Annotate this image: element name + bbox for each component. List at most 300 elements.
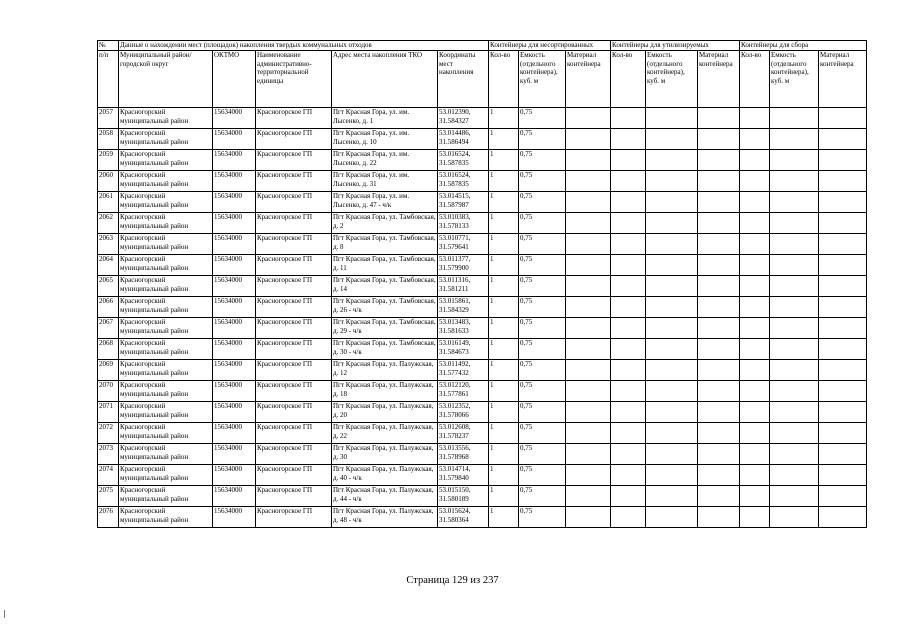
unsorted-count-cell: 1 [489,255,519,276]
district-cell: Красногорский муниципальный район [119,360,213,381]
utilized-count-cell [611,507,646,528]
table-row [98,171,867,192]
unsorted-count-cell: 1 [489,486,519,507]
utilized-capacity-cell [646,486,698,507]
unsorted-count-header: Кол-во [489,51,519,108]
coords-cell: 53.012608, 31.578237 [438,423,489,444]
collection-count-cell [740,339,770,360]
district-cell: Красногорский муниципальный район [119,108,213,129]
district-cell: Красногорский муниципальный район [119,129,213,150]
table-row [98,276,867,297]
collection-capacity-cell [770,360,819,381]
row-number: 2073 [98,444,119,465]
collection-capacity-cell [770,108,819,129]
utilized-capacity-cell [646,381,698,402]
oktmo-cell: 15634000 [213,171,256,192]
district-cell: Красногорский муниципальный район [119,507,213,528]
unsorted-count-cell: 1 [489,234,519,255]
utilized-count-cell [611,465,646,486]
unsorted-count-cell: 1 [489,150,519,171]
coords-cell: 53.015624, 31.580364 [438,507,489,528]
coords-cell: 53.014515, 31.587987 [438,192,489,213]
row-number: 2069 [98,360,119,381]
utilized-count-cell [611,402,646,423]
row-number: 2058 [98,129,119,150]
coords-cell: 53.016524, 31.587835 [438,171,489,192]
np-header: п/п [98,51,119,108]
district-cell: Красногорский муниципальный район [119,213,213,234]
collection-capacity-cell [770,297,819,318]
table-row [98,234,867,255]
territory-cell: Красногорское ГП [256,381,332,402]
address-cell: Пгт Красная Гора, ул. Тамбовская, д. 14 [332,276,438,297]
address-cell: Пгт Красная Гора, ул. им. Лысенко, д. 1 [332,108,438,129]
oktmo-cell: 15634000 [213,255,256,276]
collection-material-cell [819,318,867,339]
utilized-capacity-cell [646,318,698,339]
unsorted-capacity-cell: 0,75 [519,318,566,339]
oktmo-cell: 15634000 [213,276,256,297]
coords-cell: 53.014714, 31.579840 [438,465,489,486]
utilized-capacity-cell [646,423,698,444]
collection-material-cell [819,192,867,213]
utilized-capacity-cell [646,297,698,318]
collection-count-cell [740,297,770,318]
coords-cell: 53.016524, 31.587835 [438,150,489,171]
district-cell: Красногорский муниципальный район [119,381,213,402]
row-number: 2075 [98,486,119,507]
collection-material-cell [819,297,867,318]
collection-count-cell [740,465,770,486]
row-number: 2074 [98,465,119,486]
unsorted-capacity-cell: 0,75 [519,213,566,234]
address-cell: Пгт Красная Гора, ул. Тамбовская, д. 30 - ч/к [332,339,438,360]
page-number: Страница 129 из 237 [406,575,499,586]
table-row [98,255,867,276]
utilized-count-cell [611,318,646,339]
oktmo-cell: 15634000 [213,150,256,171]
table-row [98,507,867,528]
utilized-material-cell [698,486,740,507]
coords-cell: 53.011492, 31.577432 [438,360,489,381]
utilized-count-cell [611,171,646,192]
utilized-capacity-cell [646,402,698,423]
coords-cell: 53.011377, 31.579900 [438,255,489,276]
oktmo-cell: 15634000 [213,360,256,381]
unsorted-count-cell: 1 [489,465,519,486]
row-number: 2063 [98,234,119,255]
collection-material-cell [819,255,867,276]
oktmo-cell: 15634000 [213,339,256,360]
coords-cell: 53.015150, 31.580189 [438,486,489,507]
row-number: 2059 [98,150,119,171]
district-cell: Красногорский муниципальный район [119,150,213,171]
address-cell: Пгт Красная Гора, ул. Тамбовская, д. 26 - ч/к [332,297,438,318]
utilized-material-cell [698,129,740,150]
unsorted-material-cell [566,234,611,255]
utilized-material-cell [698,507,740,528]
oktmo-cell: 15634000 [213,465,256,486]
utilized-count-cell [611,192,646,213]
collection-capacity-cell [770,213,819,234]
row-number: 2067 [98,318,119,339]
address-cell: Пгт Красная Гора, ул. Палужская, д. 40 - ч/к [332,465,438,486]
collection-capacity-cell [770,423,819,444]
territory-cell: Красногорское ГП [256,465,332,486]
oktmo-header: ОКТМО [213,51,256,108]
territory-cell: Красногорское ГП [256,360,332,381]
coords-cell: 53.014486, 31.586494 [438,129,489,150]
utilized-capacity-cell [646,276,698,297]
scan-mark [4,610,5,618]
collection-capacity-cell [770,192,819,213]
row-number: 2066 [98,297,119,318]
address-cell: Пгт Красная Гора, ул. им. Лысенко, д. 22 [332,150,438,171]
utilized-capacity-cell [646,129,698,150]
address-cell: Пгт Красная Гора, ул. Палужская, д. 22 [332,423,438,444]
table-row [98,486,867,507]
coords-header: Координаты мест накопления [438,51,489,108]
territory-cell: Красногорское ГП [256,402,332,423]
collection-material-cell [819,486,867,507]
collection-material-cell [819,360,867,381]
table-row [98,339,867,360]
collection-material-cell [819,402,867,423]
unsorted-capacity-cell: 0,75 [519,150,566,171]
oktmo-cell: 15634000 [213,213,256,234]
row-number: 2060 [98,171,119,192]
utilized-material-cell [698,297,740,318]
address-cell: Пгт Красная Гора, ул. им. Лысенко, д. 31 [332,171,438,192]
table-row [98,360,867,381]
utilized-material-cell [698,381,740,402]
collection-material-cell [819,150,867,171]
table-row [98,150,867,171]
unsorted-count-cell: 1 [489,108,519,129]
unsorted-count-cell: 1 [489,360,519,381]
utilized-capacity-cell [646,339,698,360]
coords-cell: 53.016149, 31.584673 [438,339,489,360]
district-cell: Красногорский муниципальный район [119,423,213,444]
utilized-material-cell [698,108,740,129]
unsorted-count-cell: 1 [489,192,519,213]
address-cell: Пгт Красная Гора, ул. им. Лысенко, д. 10 [332,129,438,150]
utilized-material-cell [698,318,740,339]
collection-capacity-cell [770,339,819,360]
address-header: Адрес места накопления ТКО [332,51,438,108]
coords-cell: 53.013556, 31.578968 [438,444,489,465]
unsorted-material-cell [566,150,611,171]
unsorted-material-cell [566,171,611,192]
utilized-material-header: Материал контейнера [698,51,740,108]
coords-cell: 53.010383, 31.578133 [438,213,489,234]
table-row [98,444,867,465]
row-number: 2062 [98,213,119,234]
utilized-count-cell [611,444,646,465]
unsorted-capacity-cell: 0,75 [519,192,566,213]
row-number: 2072 [98,423,119,444]
row-number: 2071 [98,402,119,423]
oktmo-cell: 15634000 [213,381,256,402]
coords-cell: 53.012120, 31.577861 [438,381,489,402]
territory-cell: Красногорское ГП [256,108,332,129]
oktmo-cell: 15634000 [213,486,256,507]
utilized-capacity-cell [646,255,698,276]
utilized-material-cell [698,276,740,297]
collection-material-cell [819,423,867,444]
unsorted-material-cell [566,192,611,213]
utilized-count-header: Кол-во [611,51,646,108]
utilized-material-cell [698,171,740,192]
table-row [98,381,867,402]
unsorted-capacity-cell: 0,75 [519,465,566,486]
address-cell: Пгт Красная Гора, ул. Палужская, д. 44 - ч/к [332,486,438,507]
utilized-material-cell [698,339,740,360]
table-row [98,192,867,213]
collection-material-cell [819,171,867,192]
utilized-count-cell [611,339,646,360]
oktmo-cell: 15634000 [213,297,256,318]
collection-material-header: Материал контейнера [819,51,867,108]
collection-capacity-cell [770,486,819,507]
unsorted-capacity-cell: 0,75 [519,339,566,360]
table-row [98,318,867,339]
district-cell: Красногорский муниципальный район [119,276,213,297]
collection-count-cell [740,402,770,423]
collection-capacity-cell [770,402,819,423]
territory-cell: Красногорское ГП [256,171,332,192]
unsorted-material-cell [566,213,611,234]
collection-material-cell [819,465,867,486]
unsorted-capacity-cell: 0,75 [519,402,566,423]
address-cell: Пгт Красная Гора, ул. Палужская, д. 30 [332,444,438,465]
address-cell: Пгт Красная Гора, ул. им. Лысенко, д. 47 - ч/к [332,192,438,213]
utilized-count-cell [611,423,646,444]
oktmo-cell: 15634000 [213,423,256,444]
collection-capacity-cell [770,234,819,255]
district-cell: Красногорский муниципальный район [119,318,213,339]
district-cell: Красногорский муниципальный район [119,297,213,318]
unsorted-count-cell: 1 [489,339,519,360]
utilized-count-cell [611,129,646,150]
utilized-count-cell [611,486,646,507]
row-number: 2065 [98,276,119,297]
collection-material-cell [819,381,867,402]
unsorted-capacity-cell: 0,75 [519,108,566,129]
utilized-material-cell [698,234,740,255]
unsorted-material-header: Материал контейнера [566,51,611,108]
utilized-material-cell [698,402,740,423]
coords-cell: 53.012390, 31.584327 [438,108,489,129]
territory-cell: Красногорское ГП [256,339,332,360]
collection-count-cell [740,129,770,150]
collection-count-cell [740,255,770,276]
unsorted-capacity-cell: 0,75 [519,381,566,402]
territory-cell: Красногорское ГП [256,234,332,255]
territory-cell: Красногорское ГП [256,318,332,339]
collection-material-cell [819,507,867,528]
unsorted-material-cell [566,255,611,276]
address-cell: Пгт Красная Гора, ул. Тамбовская, д. 2 [332,213,438,234]
unsorted-capacity-cell: 0,75 [519,255,566,276]
collection-capacity-cell [770,318,819,339]
unsorted-capacity-cell: 0,75 [519,360,566,381]
collection-count-cell [740,444,770,465]
unsorted-count-cell: 1 [489,444,519,465]
unsorted-count-cell: 1 [489,129,519,150]
utilized-material-cell [698,150,740,171]
unsorted-material-cell [566,423,611,444]
collection-capacity-cell [770,129,819,150]
row-number: 2068 [98,339,119,360]
utilized-capacity-cell [646,234,698,255]
table-row [98,108,867,129]
unsorted-material-cell [566,465,611,486]
utilized-capacity-cell [646,108,698,129]
territory-cell: Красногорское ГП [256,192,332,213]
utilized-capacity-cell [646,213,698,234]
district-cell: Красногорский муниципальный район [119,171,213,192]
unsorted-material-cell [566,444,611,465]
district-cell: Красногорский муниципальный район [119,192,213,213]
address-cell: Пгт Красная Гора, ул. Палужская, д. 12 [332,360,438,381]
collection-count-header: Кол-во [740,51,770,108]
collection-capacity-cell [770,171,819,192]
coords-cell: 53.015861, 31.584329 [438,297,489,318]
collection-count-cell [740,318,770,339]
unsorted-count-cell: 1 [489,213,519,234]
utilized-group-header: Контейнеры для утилизируемых [611,41,740,51]
unsorted-capacity-cell: 0,75 [519,276,566,297]
oktmo-cell: 15634000 [213,234,256,255]
table-row [98,402,867,423]
unsorted-capacity-cell: 0,75 [519,423,566,444]
collection-material-cell [819,444,867,465]
unsorted-material-cell [566,507,611,528]
coords-cell: 53.011316, 31.581211 [438,276,489,297]
row-number: 2057 [98,108,119,129]
num-header: № [98,41,119,51]
unsorted-material-cell [566,486,611,507]
territory-header: Наименование административно-территориальной единицы [256,51,332,108]
oktmo-cell: 15634000 [213,108,256,129]
unsorted-count-cell: 1 [489,297,519,318]
territory-cell: Красногорское ГП [256,297,332,318]
unsorted-capacity-cell: 0,75 [519,444,566,465]
unsorted-count-cell: 1 [489,402,519,423]
district-cell: Красногорский муниципальный район [119,234,213,255]
collection-count-cell [740,381,770,402]
district-cell: Красногорский муниципальный район [119,339,213,360]
table-row [98,465,867,486]
address-cell: Пгт Красная Гора, ул. Тамбовская, д. 11 [332,255,438,276]
unsorted-capacity-header: Емкость (отдельного контейнера), куб. м [519,51,566,108]
unsorted-material-cell [566,381,611,402]
collection-count-cell [740,234,770,255]
district-header: Муниципальный район/городской округ [119,51,213,108]
unsorted-material-cell [566,360,611,381]
oktmo-cell: 15634000 [213,192,256,213]
district-cell: Красногорский муниципальный район [119,402,213,423]
unsorted-material-cell [566,276,611,297]
address-cell: Пгт Красная Гора, ул. Тамбовская, д. 8 [332,234,438,255]
address-cell: Пгт Красная Гора, ул. Тамбовская, д. 29 - ч/к [332,318,438,339]
district-cell: Красногорский муниципальный район [119,444,213,465]
collection-group-header: Контейнеры для сбора [740,41,867,51]
utilized-capacity-cell [646,444,698,465]
district-cell: Красногорский муниципальный район [119,486,213,507]
collection-count-cell [740,150,770,171]
utilized-capacity-cell [646,360,698,381]
utilized-count-cell [611,276,646,297]
territory-cell: Красногорское ГП [256,150,332,171]
district-cell: Красногорский муниципальный район [119,255,213,276]
collection-material-cell [819,108,867,129]
coords-cell: 53.012352, 31.578066 [438,402,489,423]
unsorted-capacity-cell: 0,75 [519,234,566,255]
collection-capacity-header: Емкость (отдельного контейнера), куб. м [770,51,819,108]
address-cell: Пгт Красная Гора, ул. Палужская, д. 20 [332,402,438,423]
coords-cell: 53.013483, 31.581633 [438,318,489,339]
table-body [98,108,867,528]
row-number: 2076 [98,507,119,528]
collection-count-cell [740,360,770,381]
utilized-count-cell [611,381,646,402]
utilized-capacity-cell [646,192,698,213]
collection-count-cell [740,423,770,444]
utilized-capacity-header: Емкость (отдельного контейнера), куб. м [646,51,698,108]
address-cell: Пгт Красная Гора, ул. Палужская, д. 18 [332,381,438,402]
territory-cell: Красногорское ГП [256,213,332,234]
collection-capacity-cell [770,276,819,297]
utilized-material-cell [698,255,740,276]
header-row-columns [98,51,867,108]
territory-cell: Красногорское ГП [256,507,332,528]
collection-capacity-cell [770,465,819,486]
collection-count-cell [740,486,770,507]
territory-cell: Красногорское ГП [256,129,332,150]
unsorted-capacity-cell: 0,75 [519,171,566,192]
oktmo-cell: 15634000 [213,318,256,339]
unsorted-capacity-cell: 0,75 [519,486,566,507]
table-row [98,129,867,150]
collection-material-cell [819,129,867,150]
oktmo-cell: 15634000 [213,129,256,150]
utilized-material-cell [698,465,740,486]
unsorted-count-cell: 1 [489,276,519,297]
district-cell: Красногорский муниципальный район [119,465,213,486]
address-cell: Пгт Красная Гора, ул. Палужская, д. 48 - ч/к [332,507,438,528]
collection-capacity-cell [770,507,819,528]
data-group-header: Данные о нахождении мест (площадок) накопления твердых коммунальных отходов [119,41,489,51]
unsorted-count-cell: 1 [489,171,519,192]
unsorted-material-cell [566,108,611,129]
unsorted-group-header: Контейнеры для несортированных [489,41,611,51]
utilized-capacity-cell [646,171,698,192]
utilized-capacity-cell [646,465,698,486]
collection-material-cell [819,213,867,234]
unsorted-capacity-cell: 0,75 [519,507,566,528]
utilized-material-cell [698,192,740,213]
collection-count-cell [740,108,770,129]
utilized-count-cell [611,108,646,129]
unsorted-material-cell [566,339,611,360]
oktmo-cell: 15634000 [213,402,256,423]
unsorted-count-cell: 1 [489,423,519,444]
table-row [98,297,867,318]
row-number: 2070 [98,381,119,402]
unsorted-count-cell: 1 [489,318,519,339]
